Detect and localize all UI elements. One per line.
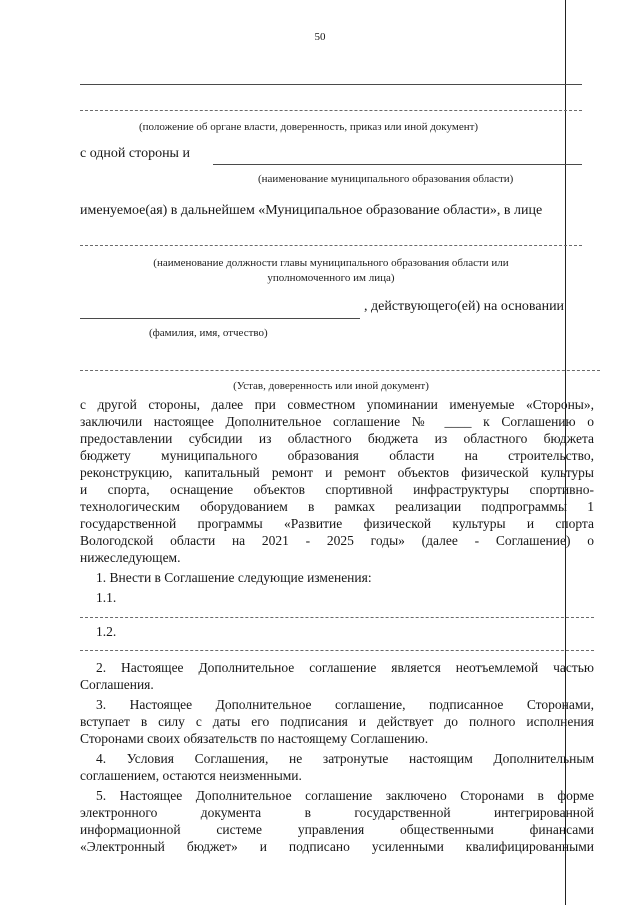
- item-5-line: «Электронный бюджет» и подписано усиленными квалифицированными: [80, 839, 594, 854]
- caption-full-name: (фамилия, имя, отчество): [149, 327, 268, 339]
- body-line: реконструкцию, капитальный ремонт и ремонт объектов физической культуры: [80, 465, 594, 480]
- item-5-line: электронного документа в государственной интегрированной: [80, 805, 594, 820]
- item-2-line: Соглашения.: [80, 677, 154, 692]
- one-side-text: с одной стороны и: [80, 146, 190, 161]
- item-5-line: 5. Настоящее Дополнительное соглашение заключено Сторонами в форме: [96, 788, 594, 803]
- caption-municipality-name: (наименование муниципального образования области): [258, 173, 514, 185]
- body-line: государственной программы «Развитие физической культуры и спорта: [80, 516, 594, 531]
- body-line: предоставлении субсидии из областного бюджета из областного бюджета: [80, 431, 594, 446]
- body-line: Вологодской области на 2021 - 2025 годы» (далее - Соглашение) о: [80, 533, 594, 548]
- body-line: бюджету муниципального образования области на строительство,: [80, 448, 594, 463]
- blank-field-line: [80, 650, 594, 651]
- body-line: нижеследующем.: [80, 550, 181, 565]
- blank-field-line: [213, 164, 582, 165]
- acting-basis-text: , действующего(ей) на основании: [364, 299, 565, 314]
- caption-head-position-1: (наименование должности главы муниципального образования области или: [153, 257, 509, 269]
- body-line: с другой стороны, далее при совместном упоминании именуемые «Стороны»,: [80, 397, 594, 412]
- body-line: и спорта, оснащение объектов спортивной инфраструктуры спортивно-: [80, 482, 594, 497]
- caption-charter-basis: (Устав, доверенность или иной документ): [233, 380, 429, 392]
- blank-field-line: [80, 84, 582, 85]
- item-4-line: соглашением, остаются неизменными.: [80, 768, 302, 783]
- item-1-2: 1.2.: [96, 624, 117, 639]
- item-4-line: 4. Условия Соглашения, не затронутые настоящим Дополнительным: [96, 751, 594, 766]
- item-3-line: Сторонами своих обязательств по настоящему Соглашению.: [80, 731, 429, 746]
- blank-field-line: [80, 370, 600, 371]
- item-1-1: 1.1.: [96, 590, 117, 605]
- caption-authority-basis: (положение об органе власти, доверенность, приказ или иной документ): [139, 121, 479, 133]
- blank-field-line: [80, 318, 360, 319]
- caption-head-position-2: уполномоченного им лица): [267, 272, 395, 284]
- blank-field-line: [80, 110, 582, 111]
- body-line: заключили настоящее Дополнительное соглашение № ____ к Соглашению о: [80, 414, 594, 429]
- item-2-line: 2. Настоящее Дополнительное соглашение является неотъемлемой частью: [96, 660, 594, 675]
- item-3-line: 3. Настоящее Дополнительное соглашение, подписанное Сторонами,: [96, 697, 594, 712]
- blank-field-line: [80, 245, 582, 246]
- item-5-line: информационной системе управления общественными финансами: [80, 822, 594, 837]
- item-3-line: вступает в силу с даты его подписания и действует до полного исполнения: [80, 714, 594, 729]
- named-municipality-text: именуемое(ая) в дальнейшем «Муниципальное образование области», в лице: [80, 203, 543, 218]
- item-1: 1. Внести в Соглашение следующие изменения:: [96, 570, 372, 585]
- body-line: технологическим оборудованием в рамках реализации подпрограммы 1: [80, 499, 594, 514]
- page-number: 50: [314, 31, 326, 43]
- blank-field-line: [80, 617, 594, 618]
